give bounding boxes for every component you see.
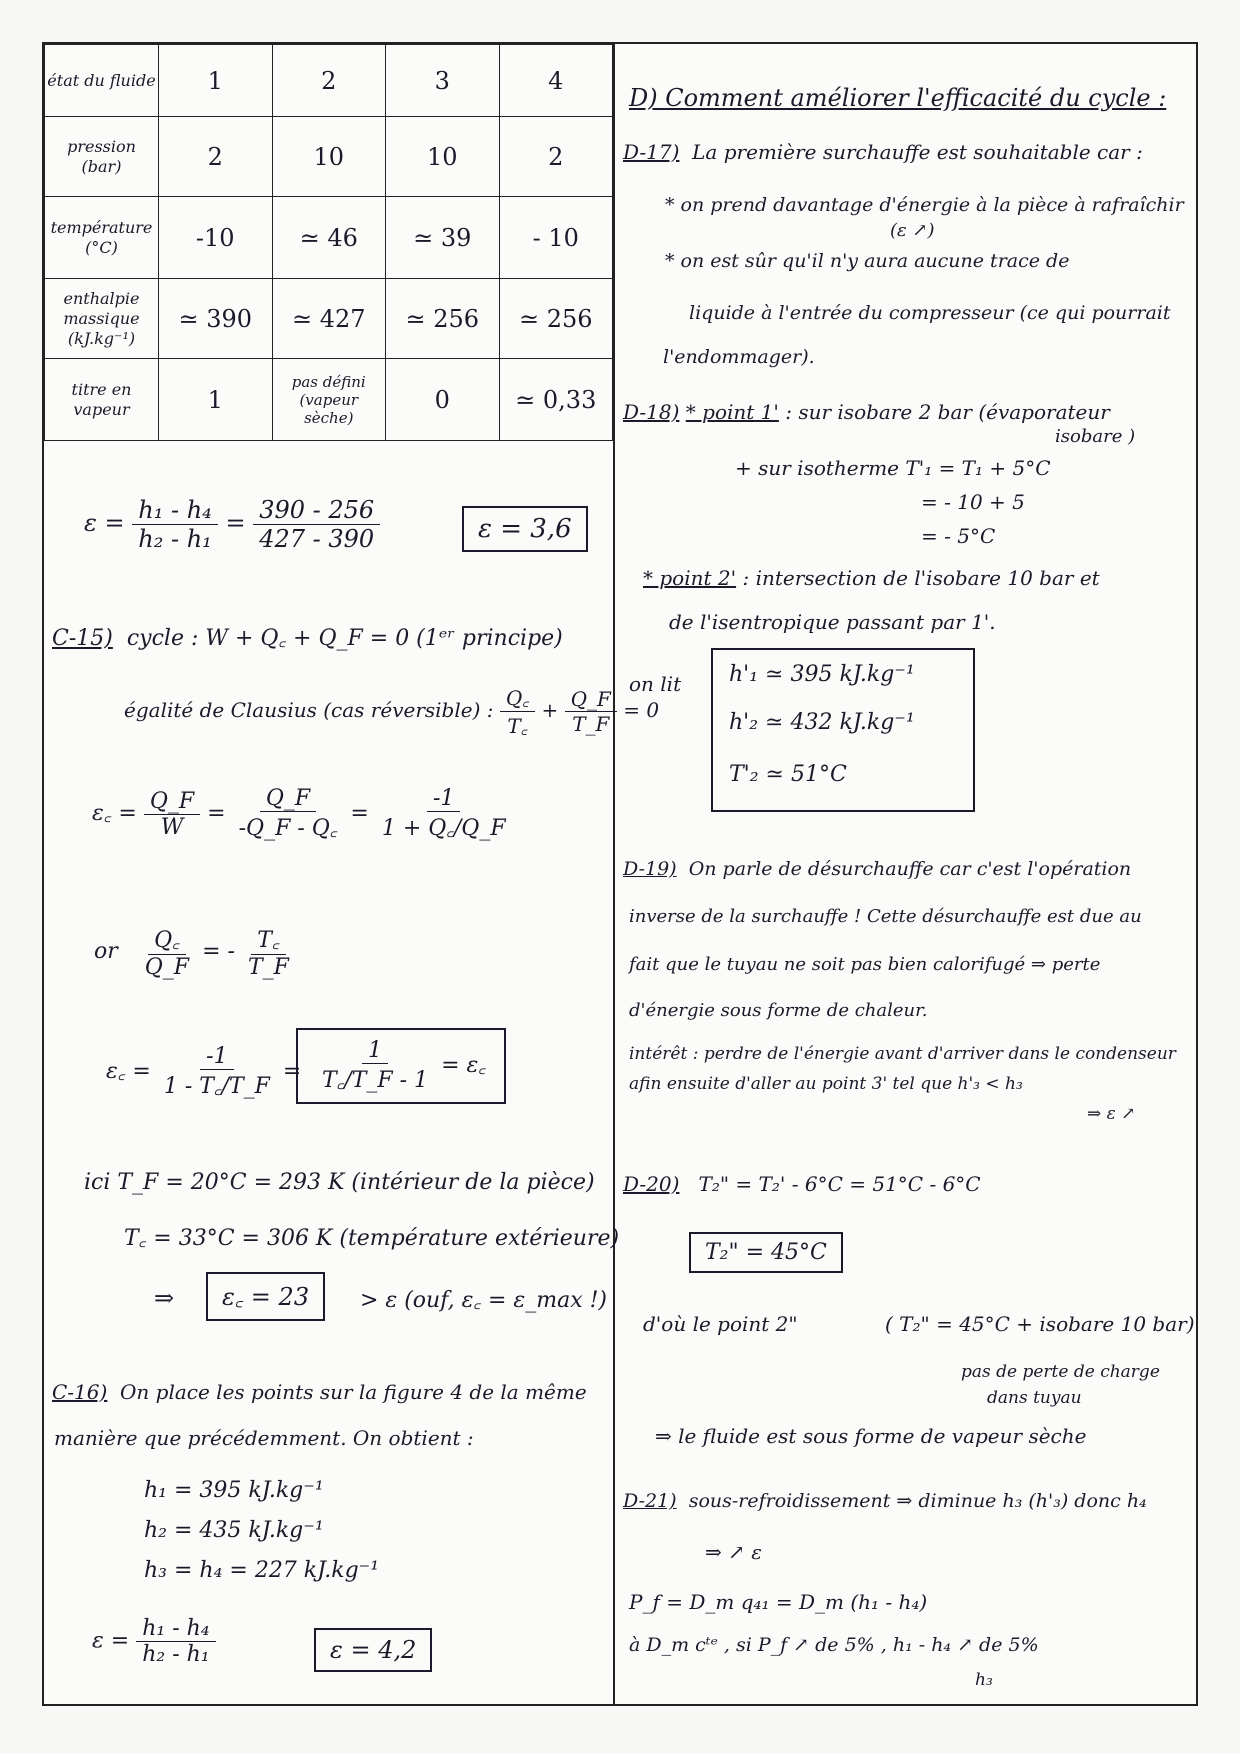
d19-line2: inverse de la surchauffe ! Cette désurchauffe est due au bbox=[629, 906, 1142, 927]
table-cell: ≃ 256 bbox=[499, 279, 613, 359]
table-cell: ≃ 46 bbox=[272, 197, 386, 279]
fraction bbox=[242, 924, 295, 980]
c15-line1 bbox=[52, 622, 563, 652]
d20-line3: pas de perte de charge bbox=[961, 1362, 1160, 1382]
d18-result-box bbox=[711, 648, 975, 812]
plus-sign: + bbox=[541, 698, 559, 722]
denominator: T_F bbox=[572, 712, 610, 736]
denominator: 1 + Q꜀/Q_F bbox=[381, 816, 506, 841]
state-table bbox=[44, 44, 613, 441]
section-tag: D-18) bbox=[623, 400, 680, 424]
arrow-implies: ⇒ bbox=[154, 1284, 175, 1312]
point-tag: * point 1' bbox=[685, 400, 779, 424]
d19-line3: fait que le tuyau ne soit pas bien calorifugé ⇒ perte bbox=[629, 954, 1101, 975]
row-label: pression (bar) bbox=[45, 117, 159, 197]
denominator: T_F bbox=[247, 955, 289, 980]
fraction bbox=[139, 924, 195, 980]
numerator: -1 bbox=[200, 1044, 233, 1070]
numerator: T꜀ bbox=[251, 924, 285, 955]
eps-lhs: ε = bbox=[92, 1628, 130, 1654]
efficiency-formula-2 bbox=[92, 1616, 216, 1667]
table-header-cell: 3 bbox=[386, 45, 500, 117]
text: sous-refroidissement ⇒ diminue h₃ (h'₃) donc h₄ bbox=[688, 1490, 1147, 1512]
table-header-cell: état du fluide bbox=[45, 45, 159, 117]
compare-text: > ε (ouf, ε꜀ = ε_max !) bbox=[360, 1288, 608, 1313]
d18-line1b: isobare ) bbox=[1055, 426, 1136, 447]
numerator: Q_F bbox=[260, 786, 316, 812]
table-cell: -10 bbox=[159, 197, 273, 279]
table-row bbox=[45, 279, 613, 359]
fraction bbox=[233, 786, 344, 842]
fraction bbox=[565, 687, 617, 736]
d18-h1: h'₁ ≃ 395 kJ.kg⁻¹ bbox=[729, 662, 915, 687]
epsc-formula: ε꜀ = $\frac{Q\_F}{W}$ = $\frac{Q\_F}{-Q\_F - Q꜀}$ = $\frac{-1}{1 + Q꜀/Q\_F}$ bbox=[92, 786, 512, 842]
text: T₂" = T₂' - 6°C = 51°C - 6°C bbox=[698, 1172, 981, 1196]
row-label: température (°C) bbox=[45, 197, 159, 279]
d18-t2: T'₂ ≃ 51°C bbox=[729, 762, 847, 787]
text: La première surchauffe est souhaitable car : bbox=[692, 140, 1143, 164]
fraction bbox=[144, 789, 200, 840]
denominator: -Q_F - Q꜀ bbox=[238, 816, 338, 841]
epsc-final-box bbox=[296, 1028, 506, 1104]
d18-line4: = - 5°C bbox=[921, 524, 996, 548]
efficiency-formula bbox=[84, 496, 380, 553]
table-cell: ≃ 0,33 bbox=[499, 359, 613, 441]
d18-onlit: on lit bbox=[629, 672, 682, 696]
fraction bbox=[500, 684, 535, 739]
equals-epsc: = ε꜀ bbox=[441, 1053, 486, 1078]
table-cell: pas défini (vapeur sèche) bbox=[272, 359, 386, 441]
table-row bbox=[45, 117, 613, 197]
fraction bbox=[376, 786, 512, 842]
numerator: Q꜀ bbox=[148, 924, 186, 955]
table-cell: ≃ 256 bbox=[386, 279, 500, 359]
denominator: T꜀ bbox=[507, 714, 528, 738]
denominator: h₂ - h₁ bbox=[142, 1642, 210, 1667]
row-label: titre en vapeur bbox=[45, 359, 159, 441]
denominator: h₂ - h₁ bbox=[138, 525, 212, 553]
numerator: -1 bbox=[427, 786, 460, 812]
d21-line2: ⇒ ↗ ε bbox=[705, 1540, 762, 1564]
d18-line3: = - 10 + 5 bbox=[921, 490, 1025, 514]
d19-line1 bbox=[623, 858, 1131, 880]
equals-minus: = - bbox=[202, 939, 235, 964]
section-tag: D-20) bbox=[623, 1172, 680, 1196]
d20-line5: ⇒ le fluide est sous forme de vapeur sèche bbox=[655, 1424, 1087, 1448]
numerator: Q_F bbox=[144, 789, 200, 815]
d20-line2: d'où le point 2" bbox=[643, 1312, 798, 1336]
d19-line6: afin ensuite d'aller au point 3' tel que h'₃ < h₃ bbox=[629, 1074, 1023, 1094]
d18-h2: h'₂ ≃ 432 kJ.kg⁻¹ bbox=[729, 710, 915, 735]
d17-line1 bbox=[623, 140, 1143, 164]
c16-h2: h₂ = 435 kJ.kg⁻¹ bbox=[144, 1518, 324, 1543]
c16-line2: manière que précédemment. On obtient : bbox=[54, 1426, 474, 1450]
table-cell: 2 bbox=[499, 117, 613, 197]
section-tag: C-15) bbox=[52, 626, 113, 651]
d19-line5: intérêt : perdre de l'énergie avant d'arriver dans le condenseur bbox=[629, 1044, 1176, 1064]
text: : intersection de l'isobare 10 bar et bbox=[742, 566, 1100, 590]
section-tag: D-19) bbox=[623, 858, 677, 880]
table-cell: 0 bbox=[386, 359, 500, 441]
c16-line1 bbox=[52, 1380, 587, 1404]
denominator: W bbox=[160, 814, 184, 840]
table-header-cell: 1 bbox=[159, 45, 273, 117]
ici-line1: ici T_F = 20°C = 293 K (intérieur de la pièce) bbox=[84, 1170, 595, 1195]
section-tag: D-21) bbox=[623, 1490, 677, 1512]
d18-line2: + sur isotherme T'₁ = T₁ + 5°C bbox=[735, 456, 1051, 480]
d20-line4: dans tuyau bbox=[987, 1388, 1082, 1408]
epsc-final-formula: ε꜀ = $\frac{-1}{1 - T꜀/T\_F}$ = bbox=[106, 1044, 302, 1099]
fraction bbox=[158, 1044, 276, 1100]
d18-line6: de l'isentropique passant par 1'. bbox=[669, 610, 996, 634]
table-header-cell: 4 bbox=[499, 45, 613, 117]
numerator: Q꜀ bbox=[500, 684, 535, 712]
d21-line3: P_f = D_m q₄₁ = D_m (h₁ - h₄) bbox=[629, 1590, 928, 1614]
d18-line1 bbox=[623, 400, 1110, 424]
numerator: h₁ - h₄ bbox=[136, 1616, 215, 1642]
or-word: or bbox=[94, 939, 118, 964]
d17-line5: l'endommager). bbox=[663, 346, 815, 368]
epsc-lhs: ε꜀ = bbox=[106, 1059, 151, 1084]
table-cell: ≃ 39 bbox=[386, 197, 500, 279]
table-cell: ≃ 427 bbox=[272, 279, 386, 359]
table-cell: ≃ 390 bbox=[159, 279, 273, 359]
table-cell: 2 bbox=[159, 117, 273, 197]
denominator: 427 - 390 bbox=[259, 525, 375, 553]
or-relation bbox=[94, 924, 295, 980]
d19-line7: ⇒ ε ↗ bbox=[1087, 1104, 1136, 1124]
d21-line1 bbox=[623, 1490, 1147, 1512]
denominator: T꜀/T_F - 1 bbox=[322, 1068, 429, 1093]
numerator: h₁ - h₄ bbox=[132, 496, 218, 525]
row-label: enthalpie massique (kJ.kg⁻¹) bbox=[45, 279, 159, 359]
numerator: 1 bbox=[362, 1038, 388, 1064]
epsc-result-box: ε꜀ = 23 bbox=[206, 1272, 325, 1321]
equals-zero: = 0 bbox=[623, 698, 660, 722]
table-cell: 1 bbox=[159, 359, 273, 441]
fraction bbox=[316, 1038, 434, 1094]
point-tag: * point 2' bbox=[643, 566, 737, 590]
table-header-row bbox=[45, 45, 613, 117]
epsc-lhs: ε꜀ = bbox=[92, 801, 137, 826]
d20-line2b: ( T₂" = 45°C + isobare 10 bar) bbox=[885, 1312, 1195, 1336]
ici-line2: T꜀ = 33°C = 306 K (température extérieure) bbox=[124, 1226, 620, 1251]
d17-line4: liquide à l'entrée du compresseur (ce qui pourrait bbox=[689, 302, 1171, 324]
c16-h1: h₁ = 395 kJ.kg⁻¹ bbox=[144, 1478, 324, 1503]
d19-line4: d'énergie sous forme de chaleur. bbox=[629, 1000, 928, 1021]
efficiency-result-box-2: ε = 4,2 bbox=[314, 1628, 432, 1672]
section-tag: D-17) bbox=[623, 140, 680, 164]
d17-line2: * on prend davantage d'énergie à la pièce à rafraîchir bbox=[665, 194, 1184, 216]
table-cell: - 10 bbox=[499, 197, 613, 279]
fraction bbox=[136, 1616, 215, 1667]
numerator: Q_F bbox=[565, 687, 617, 712]
section-tag: C-16) bbox=[52, 1380, 108, 1404]
section-d-title: D) Comment améliorer l'efficacité du cycle : bbox=[629, 84, 1167, 112]
d17-line3: * on est sûr qu'il n'y aura aucune trace de bbox=[665, 250, 1070, 272]
fraction bbox=[253, 496, 380, 553]
efficiency-result-box: ε = 3,6 bbox=[462, 506, 588, 552]
numerator: 390 - 256 bbox=[253, 496, 380, 525]
table-cell: 10 bbox=[386, 117, 500, 197]
equals-sign: = bbox=[225, 509, 246, 537]
table-cell: 10 bbox=[272, 117, 386, 197]
fraction bbox=[132, 496, 218, 553]
denominator: 1 - T꜀/T_F bbox=[163, 1074, 270, 1099]
table-row bbox=[45, 197, 613, 279]
d18-line5 bbox=[643, 566, 1100, 590]
text: : sur isobare 2 bar (évaporateur bbox=[785, 400, 1110, 424]
eps-lhs: ε = bbox=[84, 509, 125, 537]
d20-line1 bbox=[623, 1172, 981, 1196]
text: On parle de désurchauffe car c'est l'opération bbox=[688, 858, 1132, 880]
c15-line2 bbox=[124, 684, 659, 739]
d20-result-box: T₂" = 45°C bbox=[689, 1232, 843, 1273]
text: égalité de Clausius (cas réversible) : bbox=[124, 698, 494, 722]
denominator: Q_F bbox=[144, 955, 190, 980]
page-sheet bbox=[42, 42, 1198, 1706]
text: On place les points sur la figure 4 de la même bbox=[120, 1380, 587, 1404]
right-column bbox=[615, 44, 1196, 1704]
d17-line2b: (ε ↗) bbox=[890, 220, 935, 241]
c16-h3: h₃ = h₄ = 227 kJ.kg⁻¹ bbox=[144, 1558, 380, 1583]
d21-line5: h₃ bbox=[975, 1670, 993, 1690]
table-header-cell: 2 bbox=[272, 45, 386, 117]
d21-line4: à D_m cᵗᵉ , si P_f ↗ de 5% , h₁ - h₄ ↗ de 5% bbox=[629, 1634, 1039, 1656]
text: cycle : W + Q꜀ + Q_F = 0 (1ᵉʳ principe) bbox=[126, 626, 563, 651]
table-row bbox=[45, 359, 613, 441]
